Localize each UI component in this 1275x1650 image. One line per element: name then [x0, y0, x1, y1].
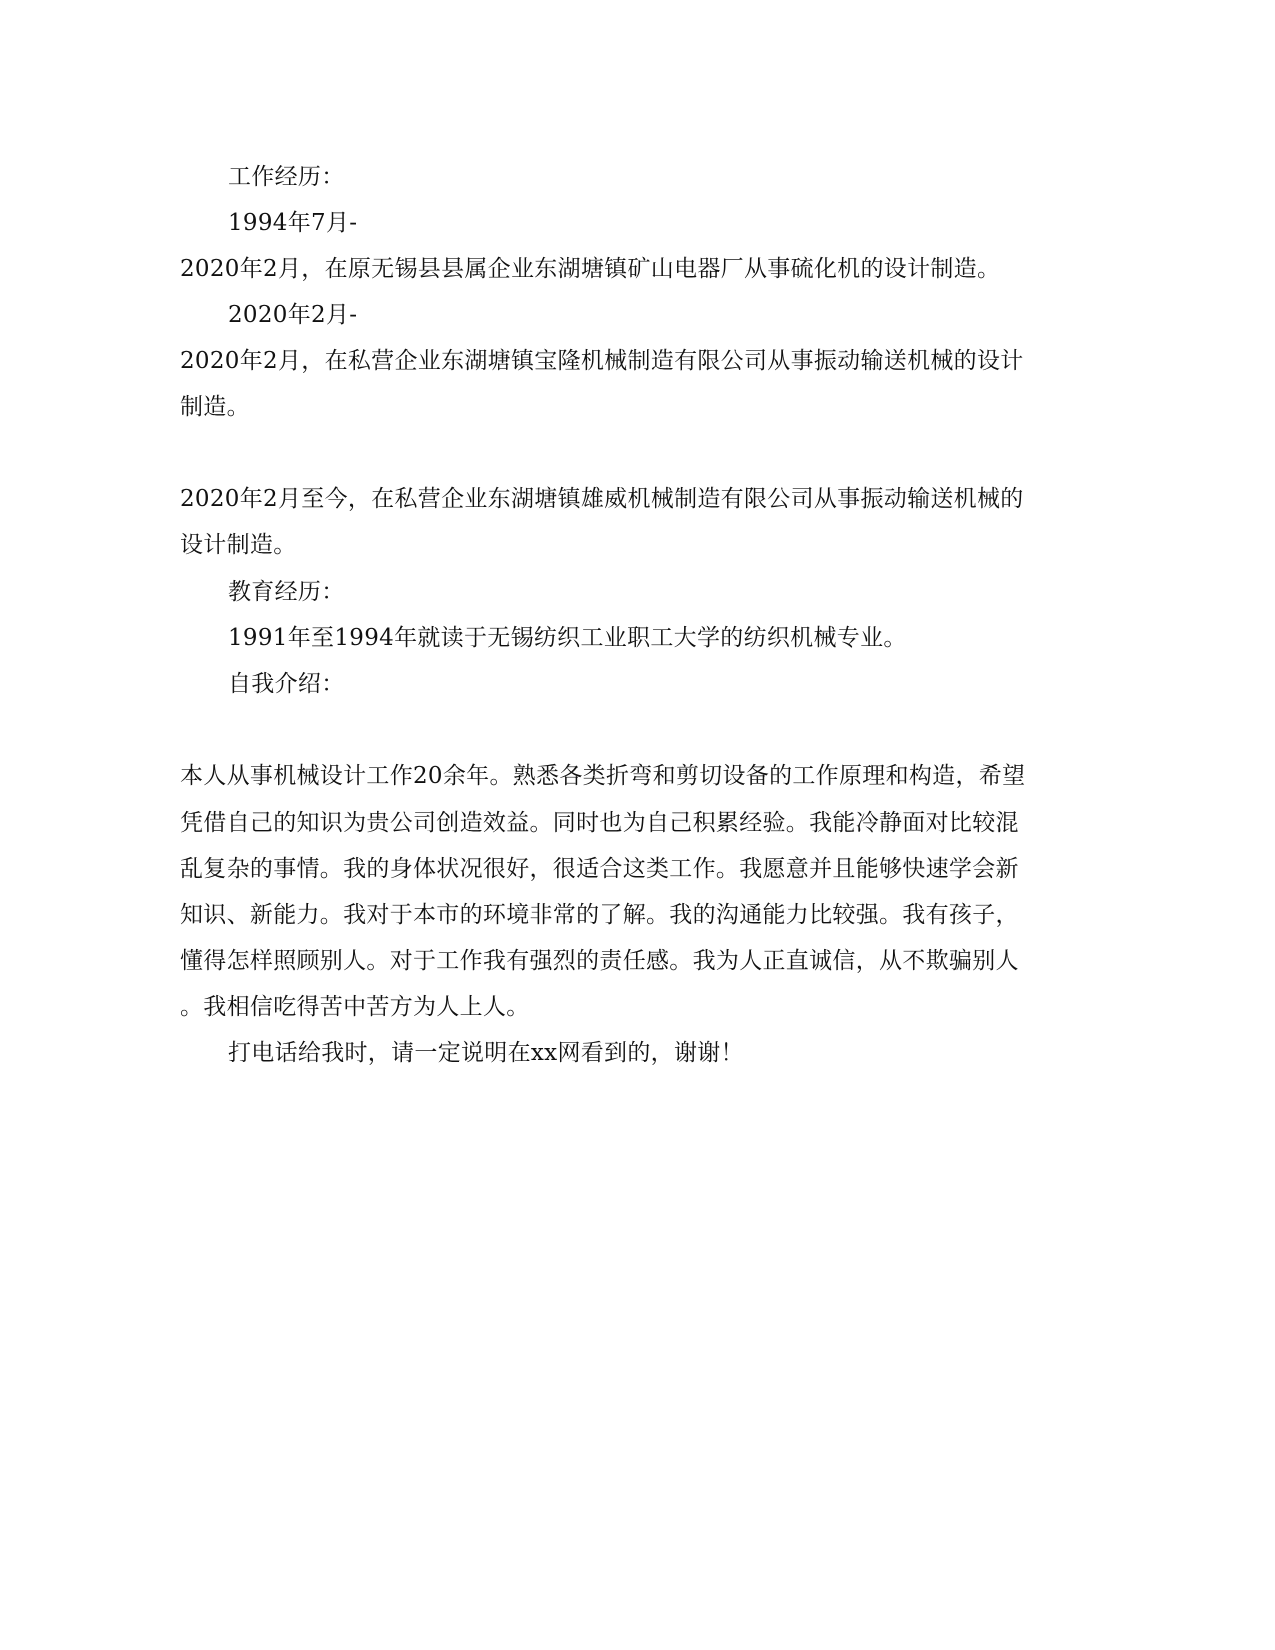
education-heading: 教育经历：: [228, 579, 345, 605]
work-experience-heading: 工作经历：: [228, 164, 345, 190]
job3-description-line-2: 设计制造。: [180, 532, 297, 558]
self-intro-line-2: 凭借自己的知识为贵公司创造效益。同时也为自己积累经验。我能冷静面对比较混: [180, 810, 1019, 836]
job3-description-line-1: 2020年2月至今，在私营企业东湖塘镇雄威机械制造有限公司从事振动输送机械的: [180, 486, 1024, 512]
self-intro-line-3: 乱复杂的事情。我的身体状况很好，很适合这类工作。我愿意并且能够快速学会新: [180, 856, 1019, 882]
self-intro-line-4: 知识、新能力。我对于本市的环境非常的了解。我的沟通能力比较强。我有孩子，: [180, 902, 1019, 928]
job2-start-date: 2020年2月-: [228, 302, 358, 328]
self-intro-line-6: 。我相信吃得苦中苦方为人上人。: [180, 994, 530, 1020]
self-intro-line-1: 本人从事机械设计工作20余年。熟悉各类折弯和剪切设备的工作原理和构造，希望: [180, 763, 1026, 789]
job1-start-date: 1994年7月-: [228, 210, 358, 236]
self-intro-line-5: 懂得怎样照顾别人。对于工作我有强烈的责任感。我为人正直诚信，从不欺骗别人: [180, 948, 1019, 974]
closing-note: 打电话给我时，请一定说明在xx网看到的，谢谢！: [228, 1040, 744, 1066]
education-description: 1991年至1994年就读于无锡纺织工业职工大学的纺织机械专业。: [228, 625, 907, 651]
job2-description-line-2: 制造。: [180, 394, 250, 420]
job1-description: 2020年2月，在原无锡县县属企业东湖塘镇矿山电器厂从事硫化机的设计制造。: [180, 256, 1001, 282]
self-intro-heading: 自我介绍：: [228, 671, 345, 697]
job2-description-line-1: 2020年2月，在私营企业东湖塘镇宝隆机械制造有限公司从事振动输送机械的设计: [180, 348, 1024, 374]
